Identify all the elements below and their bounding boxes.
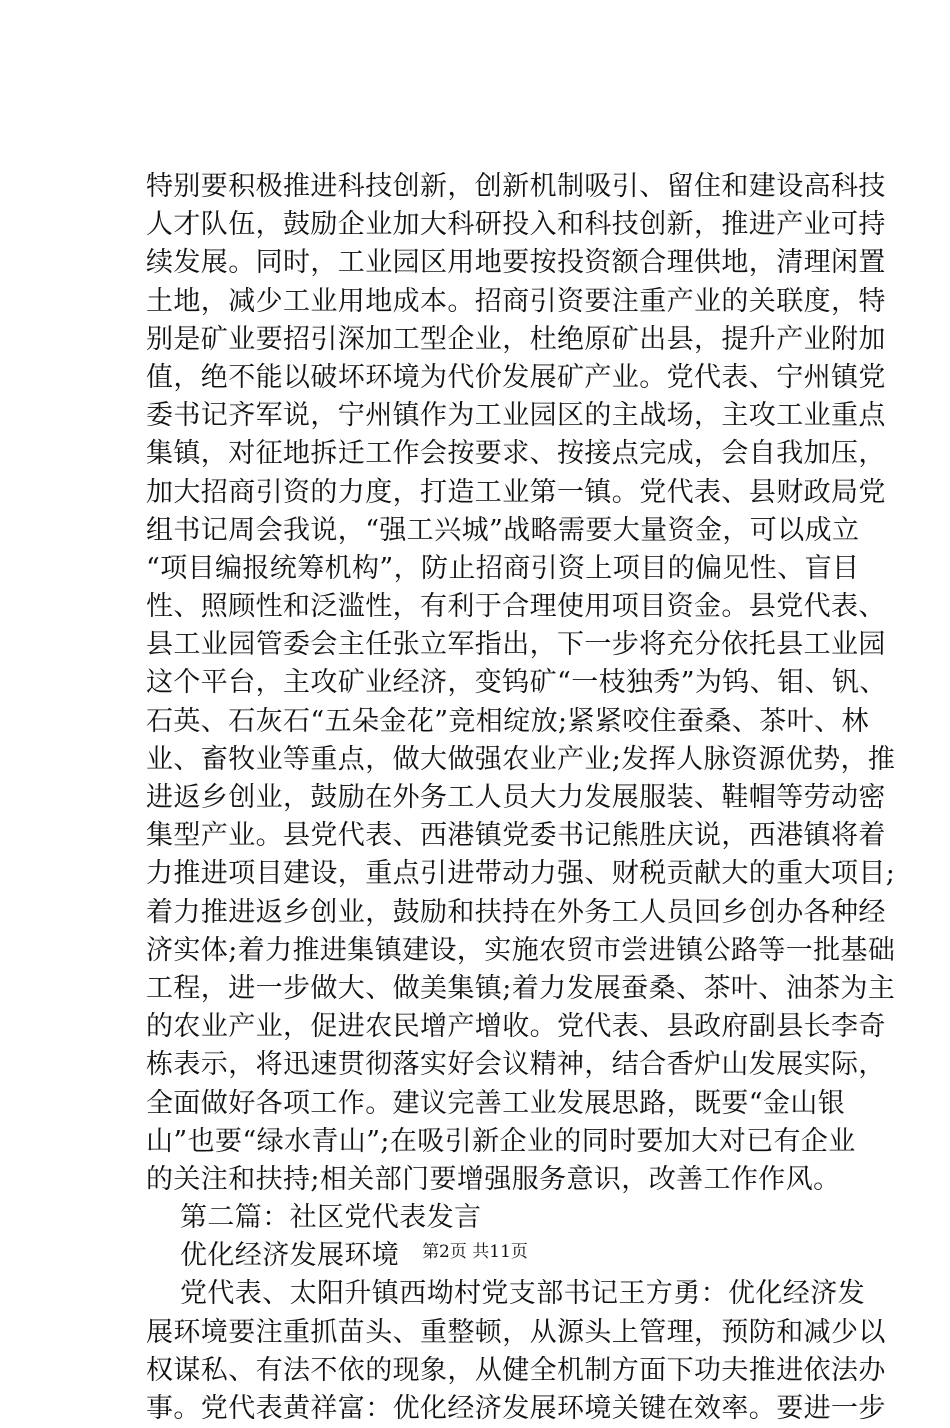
text-line: 栋表示，将迅速贯彻落实好会议精神，结合香炉山发展实际， (146, 1049, 886, 1081)
text-line: 全面做好各项工作。建议完善工业发展思路，既要“金山银 (146, 1087, 846, 1119)
text-line: 性、照顾性和泛滥性，有利于合理使用项目资金。县党代表、 (146, 591, 886, 623)
text-line: 力推进项目建设，重点引进带动力强、财税贡献大的重大项目; (146, 858, 896, 890)
text-line: 委书记齐军说，宁州镇作为工业园区的主战场，主攻工业重点 (146, 400, 886, 432)
section-subheading: 优化经济发展环境 (180, 1240, 400, 1272)
text-line: 加大招商引资的力度，打造工业第一镇。党代表、县财政局党 (146, 476, 886, 508)
text-line: 进返乡创业，鼓励在外务工人员大力发展服装、鞋帽等劳动密 (146, 782, 886, 813)
text-line: 县工业园管委会主任张立军指出，下一步将充分依托县工业园 (146, 629, 886, 661)
body-text (146, 168, 896, 1428)
text-line: 土地，减少工业用地成本。招商引资要注重产业的关联度，特 (146, 285, 886, 317)
text-line: 着力推进返乡创业，鼓励和扶持在外务工人员回乡创办各种经 (146, 896, 886, 928)
text-line: 别是矿业要招引深加工型企业，杜绝原矿出县，提升产业附加 (146, 323, 886, 355)
text-line: 集镇，对征地拆迁工作会按要求、按接点完成，会自我加压， (146, 438, 886, 470)
text-line: 特别要积极推进科技创新，创新机制吸引、留住和建设高科技 (146, 171, 886, 202)
text-line: 的关注和扶持;相关部门要增强服务意识，改善工作作风。 (146, 1163, 841, 1195)
text-line: 值，绝不能以破坏环境为代价发展矿产业。党代表、宁州镇党 (146, 361, 886, 393)
text-line: 续发展。同时，工业园区用地要按投资额合理供地，清理闲置 (146, 247, 886, 279)
text-line: 这个平台，主攻矿业经济，变钨矿“一枝独秀”为钨、钼、钒、 (146, 667, 887, 699)
text-line: 事。党代表黄祥富：优化经济发展环境关键在效率。要进一步 (146, 1393, 886, 1424)
text-line: 业、畜牧业等重点，做大做强农业产业;发挥人脉资源优势，推 (146, 743, 896, 775)
paragraph-first-line: 党代表、太阳升镇西坳村党支部书记王方勇：优化经济发 (180, 1278, 865, 1310)
text-line: 权谋私、有法不依的现象，从健全机制方面下功夫推进依法办 (146, 1354, 886, 1386)
text-line: 济实体;着力推进集镇建设，实施农贸市尝进镇公路等一批基础 (146, 934, 896, 966)
text-line: 人才队伍，鼓励企业加大科研投入和科技创新，推进产业可持 (146, 209, 886, 241)
text-line: 集型产业。县党代表、西港镇党委书记熊胜庆说，西港镇将着 (146, 820, 886, 852)
text-line: 的农业产业，促进农民增产增收。党代表、县政府副县长李奇 (146, 1011, 886, 1043)
section-heading: 第二篇：社区党代表发言 (180, 1202, 482, 1234)
page-footer: 第2页 共11页 (422, 1242, 528, 1262)
text-line: 展环境要注重抓苗头、重整顿，从源头上管理，预防和减少以 (146, 1316, 886, 1348)
text-line: 组书记周会我说，“强工兴城”战略需要大量资金，可以成立 (146, 514, 860, 546)
text-line: “项目编报统筹机构”，防止招商引资上项目的偏见性、盲目 (146, 552, 860, 584)
text-line: 石英、石灰石“五朵金花”竞相绽放;紧紧咬住蚕桑、茶叶、林 (146, 705, 869, 737)
text-line: 工程，进一步做大、做美集镇;着力发展蚕桑、茶叶、油茶为主 (146, 972, 896, 1004)
text-line: 山”也要“绿水青山”;在吸引新企业的同时要加大对已有企业 (146, 1125, 856, 1157)
